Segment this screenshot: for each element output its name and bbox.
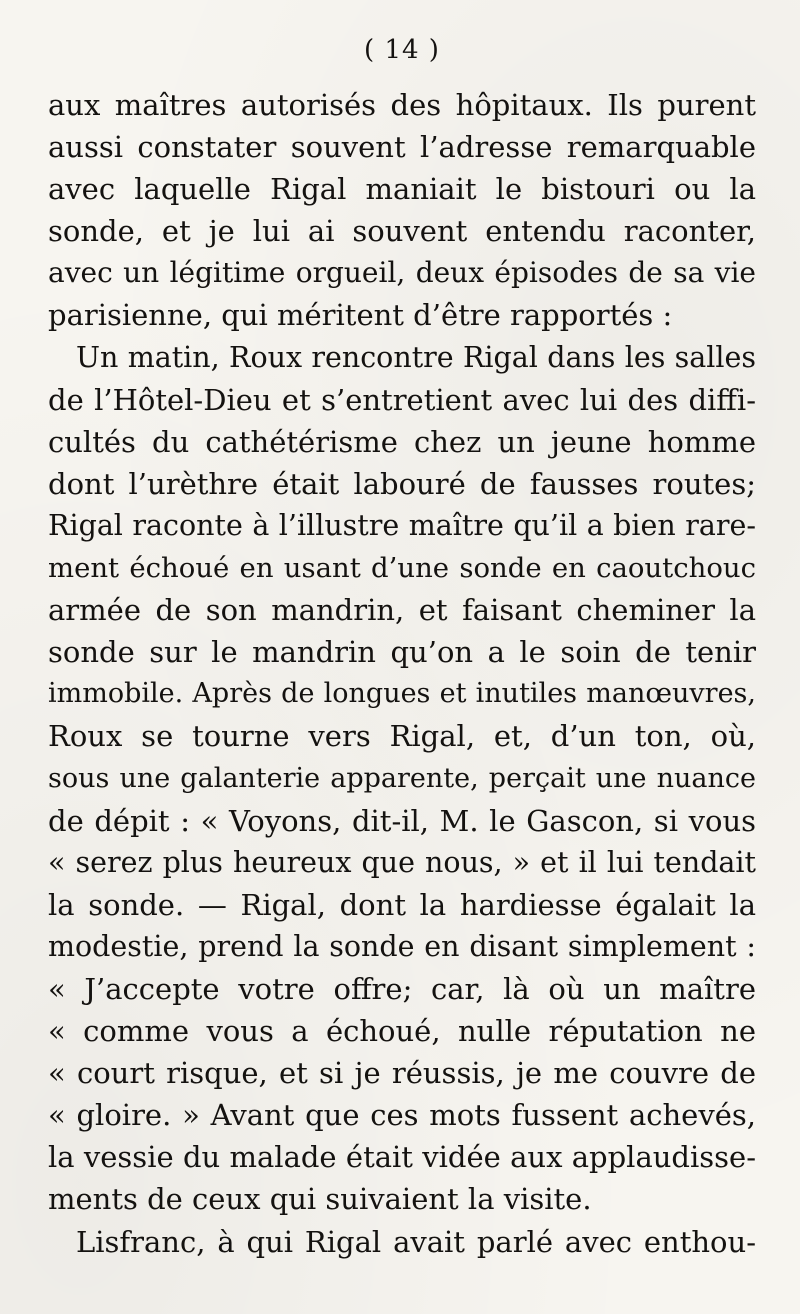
text-line: la sonde. — Rigal, dont la hardiesse égalait la: [48, 887, 756, 922]
text-line: « serez plus heureux que nous, » et il lui tendait: [48, 845, 756, 879]
text-line: Lisfranc, à qui Rigal avait parlé avec enthou-: [76, 1224, 756, 1259]
text-line: la vessie du malade était vidée aux applaudisse-: [48, 1140, 756, 1175]
text-line: de l’Hôtel-Dieu et s’entretient avec lui des diffi-: [48, 382, 756, 417]
text-line: parisienne, qui méritent d’être rapportés :: [48, 298, 673, 333]
text-line: sonde, et je lui ai souvent entendu raconter,: [48, 214, 756, 249]
text-line: « J’accepte votre offre; car, là où un maître: [48, 971, 756, 1006]
text-line: « gloire. » Avant que ces mots fussent achevés,: [48, 1098, 756, 1133]
text-line: avec laquelle Rigal maniait le bistouri ou la: [48, 172, 756, 207]
text-line: aux maîtres autorisés des hôpitaux. Ils purent: [48, 88, 756, 122]
text-line: « comme vous a échoué, nulle réputation ne: [48, 1014, 756, 1049]
text-line: de dépit : « Voyons, dit-il, M. le Gascon, si vous: [48, 803, 756, 838]
text-line: dont l’urèthre était labouré de fausses routes;: [48, 466, 756, 501]
text-line: ments de ceux qui suivaient la visite.: [48, 1182, 592, 1217]
text-line: modestie, prend la sonde en disant simplement :: [48, 929, 756, 963]
text-line: armée de son mandrin, et faisant cheminer la: [48, 593, 756, 628]
text-line: avec un légitime orgueil, deux épisodes de sa vie: [48, 256, 756, 290]
text-line: aussi constater souvent l’adresse remarquable: [48, 130, 756, 165]
text-line: Un matin, Roux rencontre Rigal dans les salles: [76, 340, 756, 374]
text-line: Rigal raconte à l’illustre maître qu’il a bien rare-: [48, 508, 756, 542]
text-line: sonde sur le mandrin qu’on a le soin de tenir: [48, 635, 756, 670]
text-line: Roux se tourne vers Rigal, et, d’un ton, où,: [48, 719, 756, 754]
text-line: cultés du cathétérisme chez un jeune homme: [48, 424, 756, 459]
text-line: sous une galanterie apparente, perçait une nuance: [48, 762, 756, 794]
text-line: ment échoué en usant d’une sonde en caoutchouc: [48, 552, 756, 585]
text-line: « court risque, et si je réussis, je me couvre de: [48, 1056, 756, 1091]
text-line: immobile. Après de longues et inutiles manœuvres,: [48, 678, 756, 710]
body-text: [48, 84, 756, 1263]
page-number: ( 14 ): [364, 35, 440, 65]
